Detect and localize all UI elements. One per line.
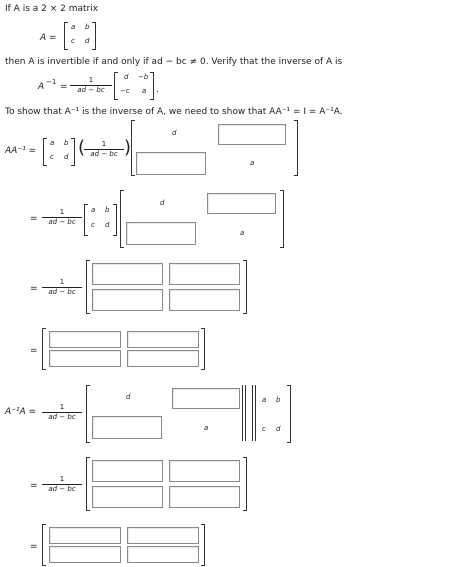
section2-input-r2c1[interactable] [92, 416, 162, 439]
section1-matrix-entry: d [64, 153, 69, 161]
step2-matrix-left-bracket [84, 204, 88, 236]
step2-input-r1c2[interactable] [207, 193, 276, 214]
step6-input-r1c2[interactable] [169, 460, 240, 482]
fraction-denominator: ad − bc [42, 217, 82, 226]
step3-input-r1c1[interactable] [92, 263, 163, 285]
inverse-left-bracket [114, 72, 118, 100]
matrix-a-entry: c [71, 37, 75, 45]
step7-input-r2c1[interactable] [49, 546, 121, 563]
fraction-numerator: 1 [101, 140, 107, 148]
matrix-a-entry: d [85, 37, 90, 45]
step4-input-r2c1[interactable] [49, 350, 121, 367]
step6-input-r2c1[interactable] [92, 486, 163, 508]
matrix-a-entry: b [85, 23, 90, 31]
step2-entry-d: d [160, 199, 165, 207]
section1-big-right-bracket [294, 120, 298, 176]
inverse-superscript: −1 [46, 78, 57, 86]
inverse-period: . [156, 85, 159, 95]
inverse-entry: a [142, 87, 147, 95]
step3-left-bracket [86, 260, 90, 314]
step4-input-r2c2[interactable] [127, 350, 199, 367]
step4-input-r1c1[interactable] [49, 331, 121, 348]
matrix-a-left-bracket [64, 22, 68, 50]
show-line: To show that A⁻¹ is the inverse of A, we need to show that AA⁻¹ = I = A⁻¹A. [5, 107, 343, 117]
section2-fraction [42, 404, 82, 421]
section1-input-r1c2[interactable] [218, 124, 286, 145]
step7-input-r1c1[interactable] [49, 527, 121, 544]
step7-left-bracket [42, 524, 46, 566]
section1-matrix-entry: c [50, 153, 54, 161]
step2-input-r2c1[interactable] [126, 222, 196, 245]
section2-input-r1c2[interactable] [172, 388, 240, 409]
section1-big-left-bracket [131, 120, 135, 176]
step2-big-left-bracket [120, 190, 124, 248]
ainv-a-label: A⁻¹A = [5, 407, 37, 417]
section1-matrix-right-bracket [71, 138, 75, 166]
step3-input-r2c2[interactable] [169, 289, 240, 311]
section1-matrix-entry: a [50, 139, 55, 147]
step2-equals: = [30, 214, 38, 224]
fraction-denominator: ad − bc [42, 412, 82, 421]
step3-fraction [42, 279, 82, 296]
aa-inverse-label: AA⁻¹ = [5, 146, 37, 156]
intro-line-1: If A is a 2 × 2 matrix [5, 4, 99, 14]
step4-left-bracket [42, 328, 46, 370]
section2-matrix-left-double-bracket [252, 385, 256, 441]
section2-big-left-bracket [86, 385, 90, 443]
step6-input-r2c2[interactable] [169, 486, 240, 508]
section2-matrix-entry: a [262, 396, 267, 404]
section2-entry-d: d [126, 393, 131, 401]
section2-matrix-right-bracket [287, 385, 291, 443]
step3-equals: = [30, 284, 38, 294]
section1-input-r2c1[interactable] [136, 152, 206, 175]
section2-matrix-entry: b [276, 396, 281, 404]
inverse-equals: = [60, 82, 68, 92]
step7-input-r2c2[interactable] [127, 546, 199, 563]
step3-right-bracket [243, 260, 247, 314]
matrix-a-entry: a [71, 23, 76, 31]
fraction-denominator: ad − bc [42, 287, 82, 296]
section1-fraction [84, 141, 124, 158]
section1-entry-a: a [250, 159, 255, 167]
fraction-numerator: 1 [59, 475, 65, 483]
inverse-entry: −b [138, 73, 149, 81]
step2-matrix-entry: a [91, 206, 96, 214]
section1-matrix-entry: b [64, 139, 69, 147]
step2-big-right-bracket [280, 190, 284, 248]
step4-equals: = [30, 346, 38, 356]
step3-input-r2c1[interactable] [92, 289, 163, 311]
section2-right-double-bracket [242, 385, 246, 441]
section2-matrix-entry: d [276, 425, 281, 433]
step2-entry-a: a [240, 229, 245, 237]
section2-matrix-entry: c [262, 425, 266, 433]
step4-right-bracket [201, 328, 205, 370]
step7-right-bracket [201, 524, 205, 566]
section1-matrix-left-bracket [43, 138, 47, 166]
fraction-denominator: ad − bc [84, 149, 124, 158]
step6-fraction [42, 476, 82, 493]
inverse-label: A [38, 82, 45, 92]
section2-entry-a: a [204, 424, 209, 432]
step2-matrix-entry: b [105, 206, 110, 214]
step7-input-r1c2[interactable] [127, 527, 199, 544]
matrix-a-label: A = [40, 33, 57, 43]
inverse-entry: d [124, 73, 129, 81]
step6-input-r1c1[interactable] [92, 460, 163, 482]
step7-equals: = [30, 542, 38, 552]
fraction-denominator: ad − bc [42, 484, 82, 493]
step6-left-bracket [86, 457, 90, 511]
step6-equals: = [30, 481, 38, 491]
matrix-a-right-bracket [92, 22, 96, 50]
fraction-numerator: 1 [59, 403, 65, 411]
section1-close-paren: ) [124, 137, 132, 158]
step2-matrix-entry: c [91, 221, 95, 229]
step4-input-r1c2[interactable] [127, 331, 199, 348]
step3-input-r1c2[interactable] [169, 263, 240, 285]
fraction-numerator: 1 [59, 208, 65, 216]
fraction-numerator: 1 [59, 278, 65, 286]
step2-matrix-right-bracket [113, 204, 117, 236]
fraction-numerator: 1 [88, 76, 94, 84]
section1-entry-d: d [172, 129, 177, 137]
step2-fraction [42, 209, 82, 226]
inverse-right-bracket [150, 72, 154, 100]
step2-matrix-entry: d [105, 221, 110, 229]
section1-open-paren: ( [78, 137, 86, 158]
fraction-denominator: ad − bc [70, 85, 112, 94]
inverse-entry: −c [120, 87, 130, 95]
inverse-fraction [70, 77, 112, 94]
step6-right-bracket [243, 457, 247, 511]
intro-line-2: then A is invertible if and only if ad − bc ≠ 0. Verify that the inverse of A is [5, 57, 343, 67]
